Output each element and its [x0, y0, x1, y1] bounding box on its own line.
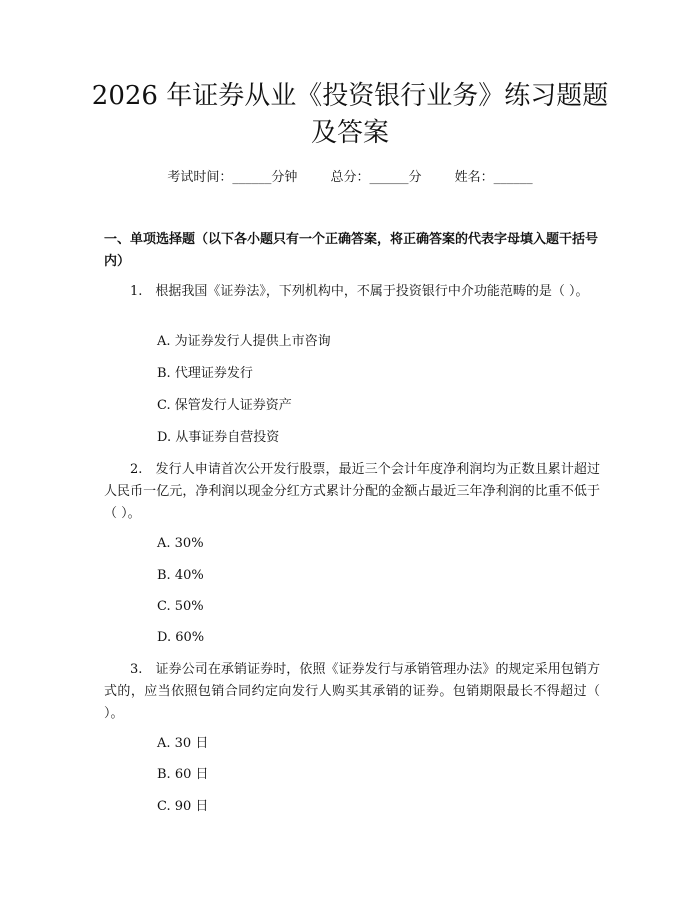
question-2-option-b: B. 40%	[157, 568, 204, 583]
question-1: 1. 根据我国《证券法》，下列机构中，不属于投资银行中介功能范畴的是（ ）。	[130, 284, 589, 299]
question-1-option-d: D. 从事证券自营投资	[157, 430, 280, 445]
document-title: 2026 年证券从业《投资银行业务》练习题题及答案	[91, 81, 609, 148]
question-2-option-d: D. 60%	[157, 630, 205, 645]
question-2-option-c: C. 50%	[157, 599, 204, 614]
question-2: 2. 发行人申请首次公开发行股票，最近三个会计年度净利润均为正数且累计超过人民币一亿元，净利润以现金分红方式累计分配的金额占最近三年净利润的比重不低于（ ）。	[104, 462, 600, 521]
question-1-option-b: B. 代理证券发行	[157, 366, 253, 381]
question-3-option-c: C. 90 日	[157, 799, 209, 814]
question-3-option-b: B. 60 日	[157, 767, 209, 782]
question-2-option-a: A. 30%	[157, 536, 204, 551]
exam-meta	[0, 168, 700, 188]
section-heading: 一、单项选择题（以下各小题只有一个正确答案，将正确答案的代表字母填入题干括号内）	[104, 232, 599, 269]
question-3: 3. 证券公司在承销证券时，依照《证券发行与承销管理办法》的规定采用包销方式的，应当依照包销合同约定向发行人购买其承销的证券。包销期限最长不得超过（ ）。	[104, 662, 600, 721]
name-label: 姓名：______	[454, 170, 533, 185]
exam-time-label: 考试时间：______分钟	[167, 170, 298, 185]
question-3-option-a: A. 30 日	[157, 736, 209, 751]
question-1-option-c: C. 保管发行人证券资产	[157, 398, 292, 413]
total-score-label: 总分：______分	[330, 170, 422, 185]
question-1-option-a: A. 为证券发行人提供上市咨询	[157, 334, 331, 349]
